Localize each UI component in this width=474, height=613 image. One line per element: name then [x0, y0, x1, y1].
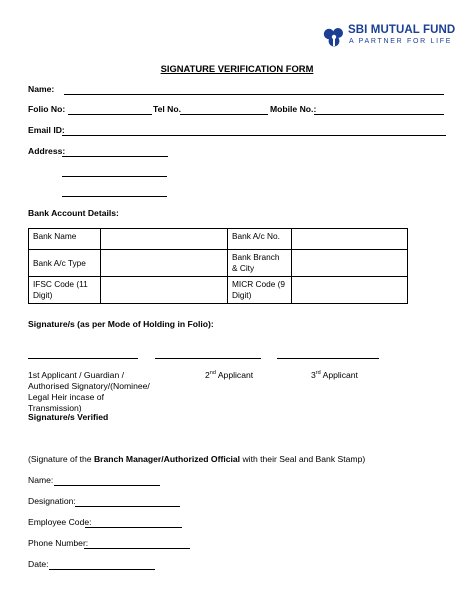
signature-line-applicant-1[interactable] — [28, 358, 138, 359]
ifsc-label: IFSC Code (11 Digit) — [29, 277, 101, 304]
official-name-label: Name: — [28, 475, 54, 485]
account-type-label: Bank A/c Type — [29, 250, 101, 277]
note-prefix: (Signature of the — [28, 454, 94, 464]
branch-city-label: Bank Branch & City — [228, 250, 292, 277]
sbi-emblem-icon — [322, 25, 346, 49]
mobile-field[interactable] — [314, 114, 444, 115]
date-field[interactable] — [49, 569, 155, 570]
applicant-3-number: 3 — [311, 370, 316, 380]
note-bold: Branch Manager/Authorized Official — [93, 454, 241, 464]
applicant-2-text: Applicant — [217, 370, 254, 380]
signatures-verified-heading: Signature/s Verified — [28, 412, 109, 422]
name-field[interactable] — [64, 94, 444, 95]
bank-account-number-field[interactable] — [292, 229, 408, 250]
tel-field[interactable] — [180, 114, 268, 115]
address-line-3[interactable] — [62, 196, 167, 197]
applicant-2-caption — [205, 370, 253, 380]
folio-field[interactable] — [68, 114, 152, 115]
ifsc-field[interactable] — [101, 277, 228, 304]
micr-field[interactable] — [292, 277, 408, 304]
table-row — [29, 277, 408, 304]
applicant-3-caption — [311, 370, 358, 380]
applicant-3-suffix: rd — [315, 370, 321, 377]
signatures-heading: Signature/s (as per Mode of Holding in Folio): — [28, 319, 214, 329]
micr-label: MICR Code (9 Digit) — [228, 277, 292, 304]
email-field[interactable] — [62, 135, 446, 136]
signature-line-applicant-3[interactable] — [277, 358, 379, 359]
name-label: Name: — [28, 84, 55, 94]
applicant-3-text: Applicant — [322, 370, 358, 380]
bank-name-field[interactable] — [101, 229, 228, 250]
bank-heading: Bank Account Details: — [28, 208, 119, 218]
branch-city-field[interactable] — [292, 250, 408, 277]
applicant-1-caption: 1st Applicant / Guardian / Authorised Signatory/(Nominee/ Legal Heir incase of Transmission) — [28, 370, 150, 413]
mobile-label: Mobile No.: — [270, 104, 317, 114]
brand-name: SBI MUTUAL FUND — [348, 24, 456, 36]
employee-code-field[interactable] — [85, 527, 182, 528]
address-line-1[interactable] — [62, 156, 168, 157]
address-label: Address: — [28, 146, 66, 156]
folio-label: Folio No: — [28, 104, 66, 114]
account-type-field[interactable] — [101, 250, 228, 277]
address-line-2[interactable] — [62, 176, 167, 177]
table-row — [29, 250, 408, 277]
sbi-logo — [322, 22, 462, 50]
signature-line-applicant-2[interactable] — [155, 358, 261, 359]
designation-field[interactable] — [75, 506, 180, 507]
note-suffix: with their Seal and Bank Stamp) — [240, 454, 366, 464]
official-name-field[interactable] — [54, 485, 160, 486]
email-label: Email ID: — [28, 125, 65, 135]
applicant-2-suffix: nd — [209, 370, 216, 377]
phone-number-field[interactable] — [84, 548, 190, 549]
phone-number-label: Phone Number: — [28, 538, 89, 548]
bank-details-table — [28, 228, 408, 304]
form-title: SIGNATURE VERIFICATION FORM — [160, 63, 314, 74]
brand-tagline: A PARTNER FOR LIFE — [349, 38, 453, 45]
applicant-2-number: 2 — [205, 370, 210, 380]
tel-label: Tel No. — [153, 104, 182, 114]
table-row — [29, 229, 408, 250]
employee-code-label: Employee Code: — [28, 517, 92, 527]
designation-label: Designation: — [28, 496, 76, 506]
date-label: Date: — [28, 559, 49, 569]
bank-name-label: Bank Name — [29, 229, 101, 250]
bank-account-number-label: Bank A/c No. — [228, 229, 292, 250]
verification-note — [28, 454, 365, 464]
